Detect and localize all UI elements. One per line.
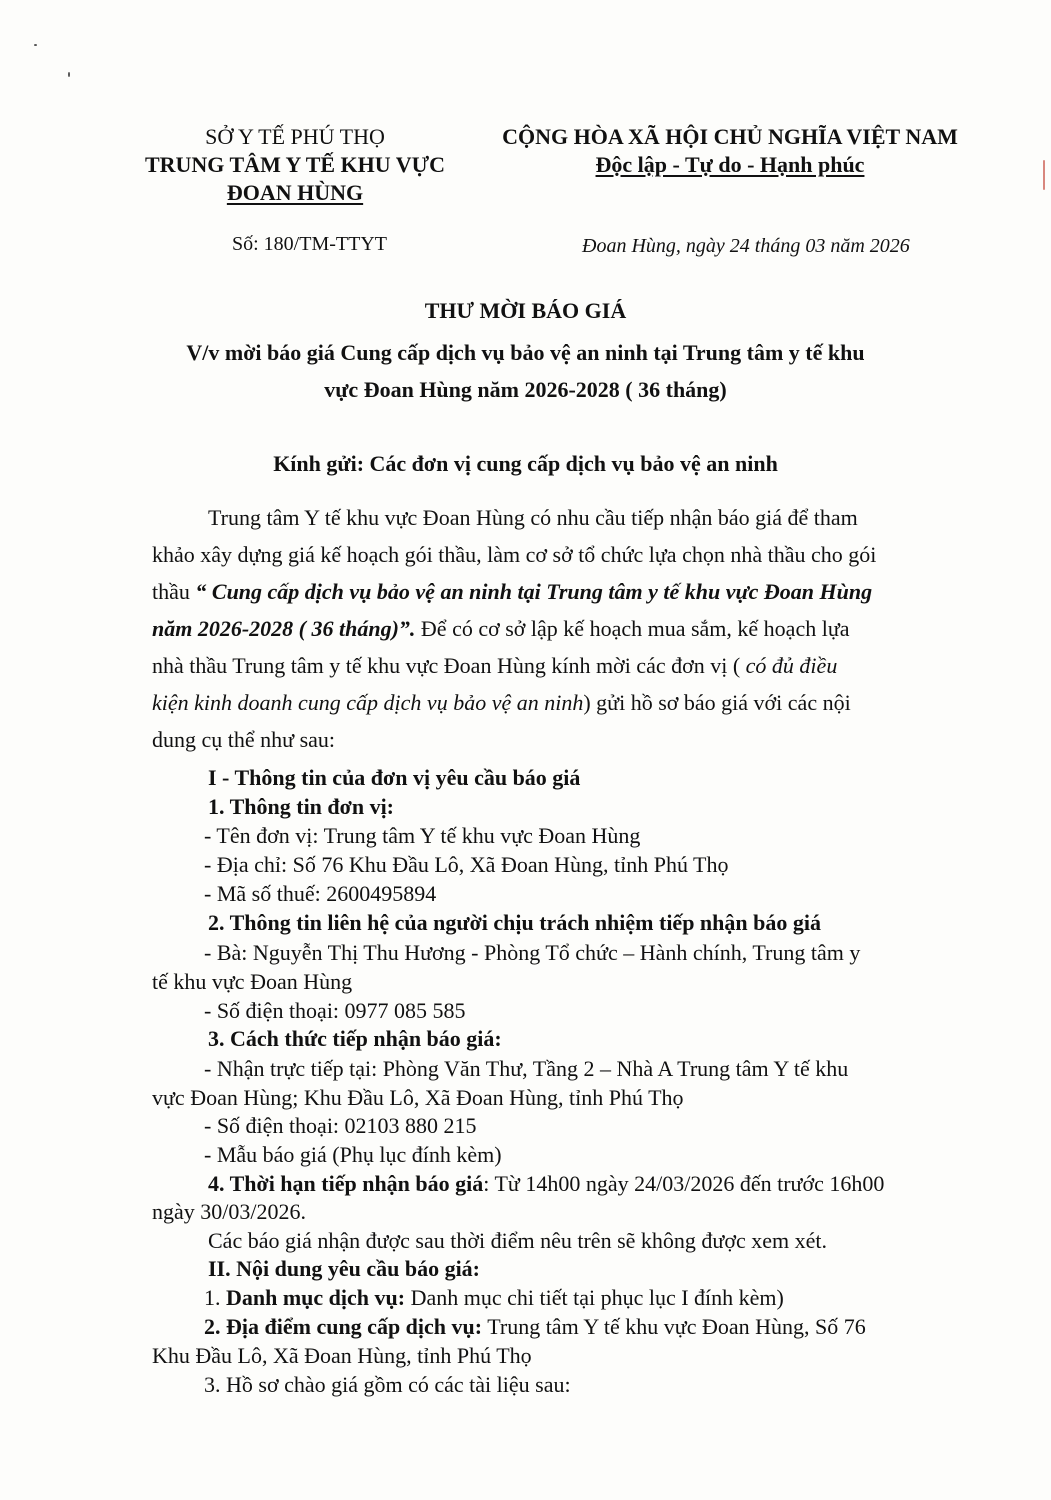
intro-line-5 — [152, 653, 837, 679]
intro-line-2: khảo xây dựng giá kế hoạch gói thầu, làm cơ sở tổ chức lựa chọn nhà thầu cho gói — [152, 542, 877, 567]
item-2-label: 2. Địa điểm cung cấp dịch vụ: — [204, 1314, 483, 1339]
deadline-text: : Từ 14h00 ngày 24/03/2026 đến trước 16h00 — [483, 1171, 885, 1196]
section-2-item-1 — [204, 1285, 784, 1311]
header-left — [120, 124, 470, 206]
section-1-2-heading: 2. Thông tin liên hệ của người chịu trách nhiệm tiếp nhận báo giá — [208, 910, 821, 935]
intro-line-6-italic: kiện kinh doanh cung cấp dịch vụ bảo vệ an ninh — [152, 690, 584, 715]
item-1-number: 1. — [204, 1285, 226, 1310]
intro-line-6 — [152, 690, 851, 716]
section-1-4-line-1 — [208, 1171, 884, 1197]
intro-line-3-prefix: thầu — [152, 579, 196, 604]
intro-line-6-text: ) gửi hồ sơ báo giá với các nội — [583, 690, 851, 715]
recipient: Kính gửi: Các đơn vị cung cấp dịch vụ bảo vệ an ninh — [273, 451, 778, 476]
receive-address-line-1: - Nhận trực tiếp tại: Phòng Văn Thư, Tầng 2 – Nhà A Trung tâm Y tế khu — [204, 1056, 849, 1081]
header-right — [480, 124, 980, 178]
section-2-item-2 — [204, 1314, 866, 1340]
deadline-end-date: ngày 30/03/2026. — [152, 1199, 306, 1224]
section-1-3-heading: 3. Cách thức tiếp nhận báo giá: — [208, 1026, 502, 1051]
receive-address-line-2: vực Đoan Hùng; Khu Đầu Lô, Xã Đoan Hùng, tỉnh Phú Thọ — [152, 1085, 684, 1110]
ministry-name: SỞ Y TẾ PHÚ THỌ — [205, 124, 385, 149]
intro-line-1: Trung tâm Y tế khu vực Đoan Hùng có nhu cầu tiếp nhận báo giá để tham — [208, 505, 858, 530]
contact-phone: - Số điện thoại: 0977 085 585 — [204, 998, 466, 1023]
package-name-part-1: “ Cung cấp dịch vụ bảo vệ an ninh tại Trung tâm y tế khu vực Đoan Hùng — [195, 579, 873, 604]
item-2-text: Trung tâm Y tế khu vực Đoan Hùng, Số 76 — [482, 1314, 866, 1339]
item-1-label: Danh mục dịch vụ: — [226, 1285, 406, 1310]
item-1-text: Danh mục chi tiết tại phục lục I đính kèm) — [405, 1285, 784, 1310]
country-name: CỘNG HÒA XÃ HỘI CHỦ NGHĨA VIỆT NAM — [502, 124, 958, 149]
intro-line-5-italic: có đủ điều — [745, 653, 838, 678]
intro-line-3 — [152, 579, 872, 605]
unit-address: - Địa chỉ: Số 76 Khu Đầu Lô, Xã Đoan Hùng, tỉnh Phú Thọ — [204, 852, 729, 877]
scan-speck — [34, 44, 37, 46]
subject-line-1: V/v mời báo giá Cung cấp dịch vụ bảo vệ an ninh tại Trung tâm y tế khu — [186, 340, 865, 365]
organization-name: TRUNG TÂM Y TẾ KHU VỰC — [144, 152, 446, 177]
scan-speck — [68, 72, 70, 77]
organization-location: ĐOAN HÙNG — [226, 180, 364, 205]
receive-phone: - Số điện thoại: 02103 880 215 — [204, 1113, 477, 1138]
place-date: Đoan Hùng, ngày 24 tháng 03 năm 2026 — [582, 235, 910, 257]
unit-name: - Tên đơn vị: Trung tâm Y tế khu vực Đoan Hùng — [204, 823, 641, 848]
package-name-part-2: năm 2026-2028 ( 36 tháng)”. — [152, 616, 416, 641]
section-1-heading: I - Thông tin của đơn vị yêu cầu báo giá — [208, 765, 581, 790]
section-1-1-heading: 1. Thông tin đơn vị: — [208, 794, 395, 819]
contact-person-line-1: - Bà: Nguyễn Thị Thu Hương - Phòng Tổ chức – Hành chính, Trung tâm y — [204, 940, 861, 965]
document-title: THƯ MỜI BÁO GIÁ — [424, 298, 627, 323]
section-2-item-2-line-2: Khu Đầu Lô, Xã Đoan Hùng, tỉnh Phú Thọ — [152, 1343, 532, 1368]
national-motto: Độc lập - Tự do - Hạnh phúc — [595, 152, 865, 177]
section-1-4-heading: 4. Thời hạn tiếp nhận báo giá — [208, 1171, 484, 1196]
document-number: Số: 180/TM-TTYT — [232, 233, 387, 255]
late-submission-note: Các báo giá nhận được sau thời điểm nêu trên sẽ không được xem xét. — [208, 1228, 827, 1253]
intro-line-7: dung cụ thể như sau: — [152, 727, 336, 752]
section-2-item-3: 3. Hồ sơ chào giá gồm có các tài liệu sau: — [204, 1372, 571, 1397]
quote-form: - Mẫu báo giá (Phụ lục đính kèm) — [204, 1142, 502, 1167]
subject-line-2: vực Đoan Hùng năm 2026-2028 ( 36 tháng) — [324, 377, 727, 402]
contact-person-line-2: tế khu vực Đoan Hùng — [152, 969, 353, 994]
section-2-heading: II. Nội dung yêu cầu báo giá: — [208, 1256, 481, 1281]
unit-tax-code: - Mã số thuế: 2600495894 — [204, 881, 437, 906]
scan-speck — [1043, 160, 1045, 190]
intro-line-4-text: Để có cơ sở lập kế hoạch mua sắm, kế hoạch lựa — [415, 616, 850, 641]
intro-line-5-text: nhà thầu Trung tâm y tế khu vực Đoan Hùng kính mời các đơn vị ( — [152, 653, 746, 678]
intro-line-4 — [152, 616, 850, 642]
